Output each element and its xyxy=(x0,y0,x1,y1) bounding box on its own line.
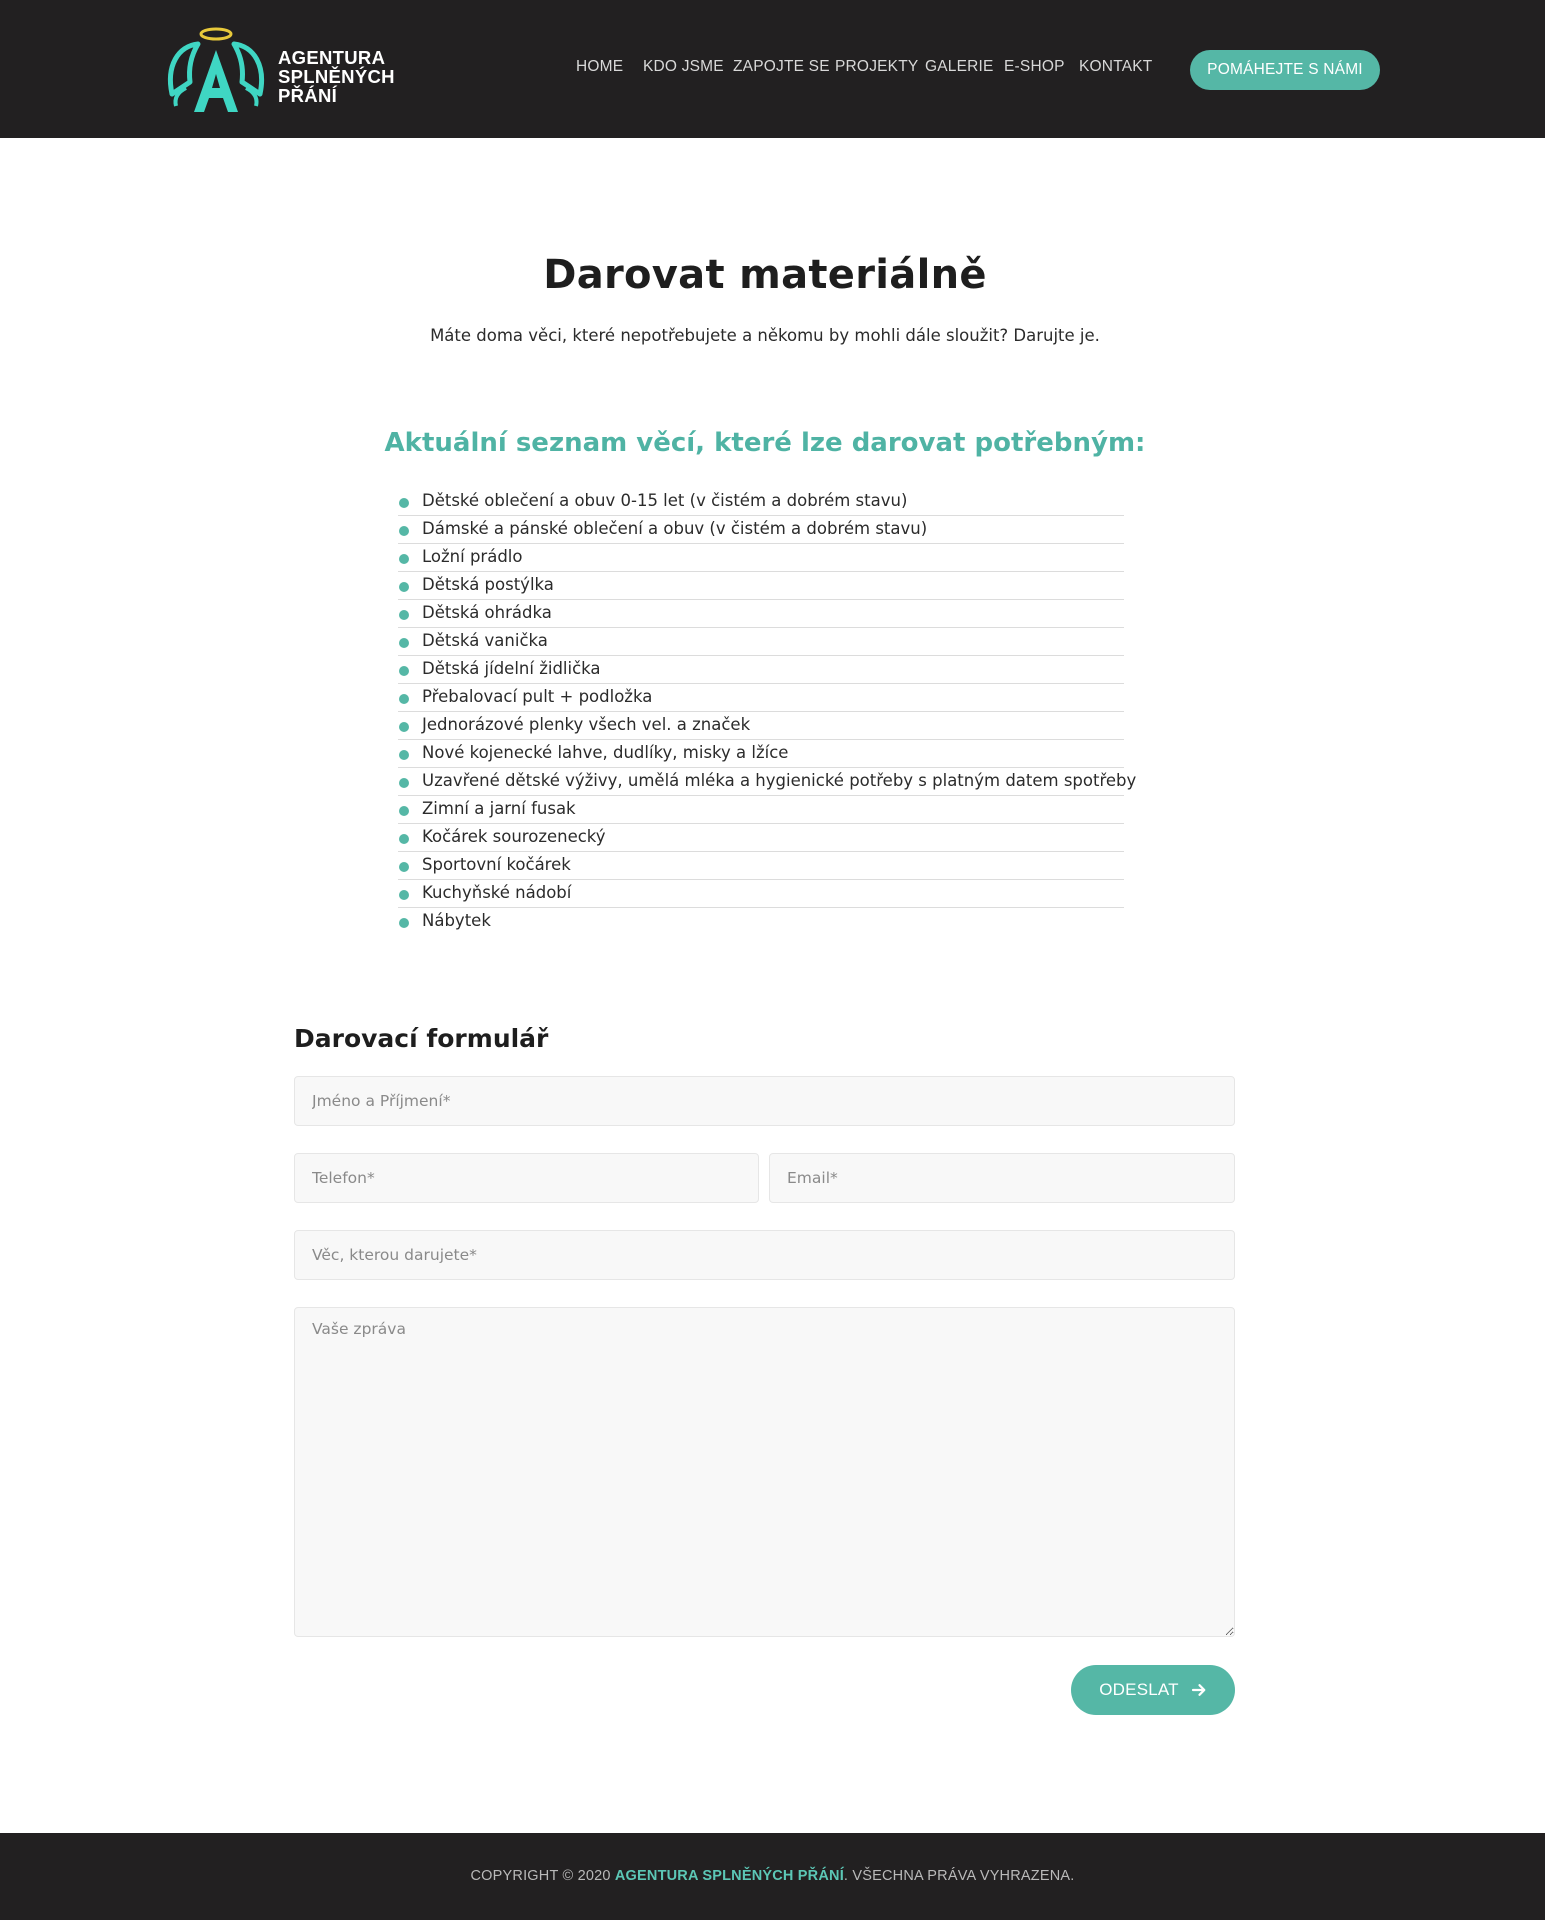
nav-e-shop[interactable]: E-SHOP xyxy=(1004,58,1065,75)
list-item xyxy=(398,600,1124,628)
form-title: Darovací formulář xyxy=(294,1024,549,1053)
list-item-text: Nové kojenecké lahve, dudlíky, misky a lžíce xyxy=(422,743,789,762)
help-us-button[interactable]: POMÁHEJTE S NÁMI xyxy=(1190,50,1380,90)
list-item xyxy=(398,544,1124,572)
bullet-icon xyxy=(399,610,409,620)
list-item xyxy=(398,572,1124,600)
page-title: Darovat materiálně xyxy=(543,252,987,298)
intro-text: Máte doma věci, které nepotřebujete a někomu by mohli dále sloužit? Darujte je. xyxy=(430,326,1100,345)
list-item-text: Kočárek sourozenecký xyxy=(422,827,606,846)
bullet-icon xyxy=(399,666,409,676)
site-footer xyxy=(0,1833,1545,1920)
name-field[interactable] xyxy=(294,1076,1235,1126)
bullet-icon xyxy=(399,834,409,844)
submit-button-label: ODESLAT xyxy=(1099,1680,1179,1699)
bullet-icon xyxy=(399,750,409,760)
list-item xyxy=(398,740,1124,768)
list-item-text: Dětská vanička xyxy=(422,631,548,650)
copyright-prefix: COPYRIGHT © 2020 xyxy=(470,1868,615,1884)
list-item xyxy=(398,684,1124,712)
list-item xyxy=(398,824,1124,852)
logo-line-3: PŘÁNÍ xyxy=(278,85,338,106)
donated-item-field[interactable] xyxy=(294,1230,1235,1280)
bullet-icon xyxy=(399,918,409,928)
list-item xyxy=(398,516,1124,544)
bullet-icon xyxy=(399,890,409,900)
nav-zapojte-se[interactable]: ZAPOJTE SE xyxy=(733,58,830,75)
list-item xyxy=(398,880,1124,908)
list-item xyxy=(398,908,1124,936)
bullet-icon xyxy=(399,526,409,536)
copyright-suffix: . VŠECHNA PRÁVA VYHRAZENA. xyxy=(843,1868,1075,1884)
footer-brand-link[interactable]: AGENTURA SPLNĚNÝCH PŘÁNÍ xyxy=(614,1868,844,1884)
list-item-text: Uzavřené dětské výživy, umělá mléka a hygienické potřeby s platným datem spotřeby xyxy=(422,771,1137,790)
donation-items-list xyxy=(398,488,1137,936)
phone-field[interactable] xyxy=(294,1153,759,1203)
list-item xyxy=(398,712,1124,740)
list-item xyxy=(398,656,1124,684)
bullet-icon xyxy=(399,498,409,508)
nav-kdo-jsme[interactable]: KDO JSME xyxy=(643,58,724,75)
list-item-text: Ložní prádlo xyxy=(422,547,523,566)
list-item-text: Přebalovací pult + podložka xyxy=(422,687,653,706)
bullet-icon xyxy=(399,862,409,872)
copyright-text xyxy=(0,1868,1545,1884)
donation-list-heading: Aktuální seznam věcí, které lze darovat potřebným: xyxy=(384,428,1146,458)
list-item xyxy=(398,628,1124,656)
nav-home[interactable]: HOME xyxy=(576,58,624,75)
list-item-text: Dětská jídelní židlička xyxy=(422,659,601,678)
nav-projekty[interactable]: PROJEKTY xyxy=(835,58,919,75)
site-header xyxy=(0,0,1545,138)
nav-galerie[interactable]: GALERIE xyxy=(925,58,994,75)
bullet-icon xyxy=(399,722,409,732)
logo-line-1: AGENTURA xyxy=(278,47,386,68)
email-field[interactable] xyxy=(769,1153,1235,1203)
list-item-text: Sportovní kočárek xyxy=(422,855,571,874)
bullet-icon xyxy=(399,554,409,564)
list-item-text: Dětské oblečení a obuv 0-15 let (v čistém a dobrém stavu) xyxy=(422,491,908,510)
logo-line-2: SPLNĚNÝCH xyxy=(278,66,395,87)
list-item-text: Dámské a pánské oblečení a obuv (v čistém a dobrém stavu) xyxy=(422,519,928,538)
submit-button[interactable] xyxy=(1071,1665,1235,1715)
message-field[interactable] xyxy=(294,1307,1235,1637)
list-item-text: Dětská ohrádka xyxy=(422,603,552,622)
list-item-text: Kuchyňské nádobí xyxy=(422,883,572,902)
list-item xyxy=(398,796,1124,824)
bullet-icon xyxy=(399,694,409,704)
list-item xyxy=(398,768,1137,796)
list-item-text: Nábytek xyxy=(422,911,491,930)
bullet-icon xyxy=(399,638,409,648)
nav-kontakt[interactable]: KONTAKT xyxy=(1079,58,1153,75)
list-item-text: Zimní a jarní fusak xyxy=(422,799,576,818)
bullet-icon xyxy=(399,778,409,788)
bullet-icon xyxy=(399,582,409,592)
list-item-text: Jednorázové plenky všech vel. a značek xyxy=(422,715,751,734)
bullet-icon xyxy=(399,806,409,816)
list-item-text: Dětská postýlka xyxy=(422,575,554,594)
arrow-right-icon xyxy=(1191,1682,1207,1698)
list-item xyxy=(398,852,1124,880)
list-item xyxy=(398,488,1124,516)
